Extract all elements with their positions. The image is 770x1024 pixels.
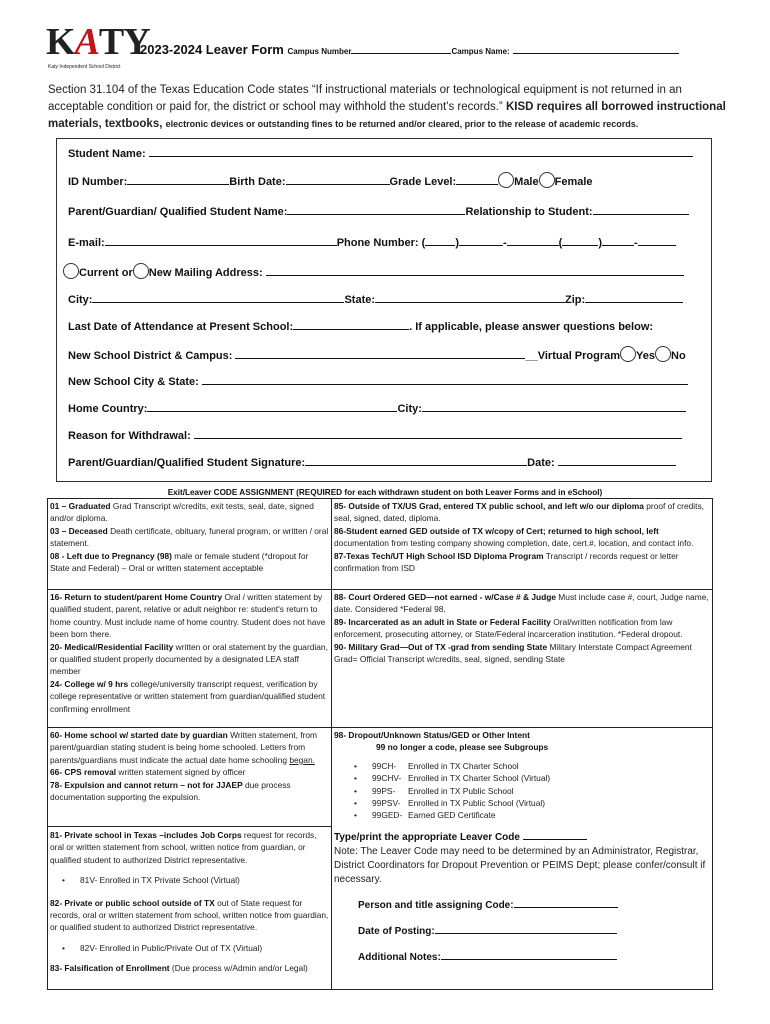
code-98-subtitle: 99 no longer a code, please see Subgroups: [376, 742, 549, 753]
parent-name-label: Parent/Guardian/ Qualified Student Name:: [68, 206, 288, 218]
id-number-field[interactable]: [127, 174, 229, 185]
code-82v: • 82V- Enrolled in Public/Private Out of TX (Virtual): [50, 942, 330, 954]
relationship-label: Relationship to Student:: [465, 206, 593, 218]
yes-label: Yes: [636, 350, 656, 362]
new-city-state-row: [68, 374, 688, 388]
code-83-title: 83- Falsification of Enrollment: [50, 963, 170, 974]
campus-name-field[interactable]: [513, 53, 679, 54]
current-or-label: Current or: [79, 267, 133, 279]
reason-label: Reason for Withdrawal:: [68, 430, 191, 442]
phone-paren: ): [455, 237, 459, 249]
new-district-row: [68, 346, 686, 362]
person-title-label: Person and title assigning Code:: [358, 900, 514, 911]
female-radio[interactable]: [539, 172, 555, 188]
parent-row: [68, 204, 689, 218]
virtual-program-label: __Virtual Program: [525, 350, 621, 362]
student-info-box: [56, 138, 712, 482]
no-label: No: [671, 350, 686, 362]
code-78-title: 78- Expulsion and cannot return – not for JJAEP: [50, 779, 243, 790]
phone-label: Phone Number: (: [336, 237, 426, 249]
new-district-field[interactable]: [235, 348, 525, 359]
code-60-desc: Written statement, from parent/guardian stating student is being home schooled. Letters from parents/guardians must indicate the actual date home schooling: [50, 730, 317, 765]
student-name-row: [68, 146, 693, 160]
email-label: E-mail:: [68, 237, 105, 249]
logo-subtitle: Katy Independent School District: [48, 64, 121, 70]
code-16-title: 16- Return to student/parent Home Country: [50, 592, 223, 602]
code-90-title: 90- Military Grad—Out of TX -grad from sending State: [334, 641, 548, 652]
person-title-field[interactable]: [514, 897, 618, 908]
cell-codes-60-66-78: [50, 729, 330, 825]
zip-label: Zip:: [565, 294, 586, 306]
last-date-label: Last Date of Attendance at Present School:: [68, 321, 294, 333]
parent-name-field[interactable]: [287, 204, 465, 215]
cell-codes-88-89-90: [334, 591, 710, 725]
code-81v: • 81V- Enrolled in TX Private School (Virtual): [50, 874, 330, 886]
male-label: Male: [514, 176, 539, 188]
signature-date-label: Date:: [527, 457, 555, 469]
signature-label: Parent/Guardian/Qualified Student Signature:: [68, 457, 306, 469]
code-08-title: 08 - Left due to Pregnancy (98): [50, 550, 172, 561]
code-88-desc: Must include case #, court, Judge name, date. Considered *Federal 98.: [334, 592, 709, 615]
new-city-state-label: New School City & State:: [68, 376, 199, 388]
cell-leaver-code-assignment: [334, 829, 710, 987]
form-title-row: [140, 42, 679, 57]
code-87-title: 87-Texas Tech/UT High School ISD Diploma Program: [334, 550, 544, 561]
code-98-title: 98- Dropout/Unknown Status/GED or Other Intent: [334, 730, 530, 740]
phone-dash: -: [502, 237, 507, 249]
email-field[interactable]: [105, 235, 337, 246]
code-85-title: 85- Outside of TX/US Grad, entered TX public school, and left w/o our diploma: [334, 501, 644, 511]
student-name-field[interactable]: [149, 146, 693, 157]
date-posting-label: Date of Posting:: [358, 926, 435, 937]
grade-level-field[interactable]: [456, 174, 498, 185]
current-address-radio[interactable]: [63, 263, 79, 279]
subgroup-item: • 99CH- Enrolled in TX Charter School: [334, 760, 710, 772]
virtual-no-radio[interactable]: [655, 346, 671, 362]
intro-text: Section 31.104 of the Texas Education Code states “If instructional materials or technological equipment is not returned in an acceptable condition or paid for, the district or school may withhold the student's records.”: [48, 84, 682, 113]
subgroup-item: • 99PSV- Enrolled in TX Public School (Virtual): [334, 797, 710, 809]
grade-level-label: Grade Level:: [389, 176, 457, 188]
phone2-paren-close: ): [598, 237, 602, 249]
zip-field[interactable]: [585, 292, 683, 303]
if-applicable-label: . If applicable, please answer questions below:: [409, 321, 654, 333]
code-24-desc: college/university transcript request, verification by college representative or written statement from guardian/qualified student confirming enrollment: [50, 678, 326, 714]
code-88-title: 88- Court Ordered GED—not earned: [334, 592, 478, 602]
code-86-title: 86-Student earned GED outside of TX w/copy of Cert; returned to high school, left: [334, 525, 659, 536]
code-16-desc: Oral / written statement by qualified student, parent, relative or adult neighbor re: student's return to home country. Must include name of home country. Student does not have been born there.: [50, 592, 326, 640]
student-name-label: Student Name:: [68, 148, 146, 160]
code-08-desc: male or female student (*dropout for State and Federal) – Oral or written statement acceptable: [50, 550, 309, 574]
code-81-title: 81- Private school in Texas –includes Job Corps: [50, 830, 242, 840]
phone-area-field[interactable]: [425, 235, 455, 246]
id-number-label: ID Number:: [68, 176, 128, 188]
home-country-row: [68, 401, 686, 415]
home-country-label: Home Country:: [68, 403, 148, 415]
relationship-field[interactable]: [593, 204, 689, 215]
katy-isd-logo: [46, 21, 150, 74]
code-87-desc: Transcript / records request or letter confirmation from ISD: [334, 550, 679, 574]
code-66-title: 66- CPS removal: [50, 767, 117, 778]
city-row: [68, 292, 683, 306]
codes-heading: Exit/Leaver CODE ASSIGNMENT (REQUIRED for each withdrawn student on both Leaver Forms and in eSchool): [167, 488, 603, 497]
campus-number-label: Campus Number: [287, 47, 352, 56]
virtual-yes-radio[interactable]: [620, 346, 636, 362]
phone2-dash: -: [634, 237, 638, 249]
code-81-desc: request for records, oral or written statement from school, written notice from guardian, or qualified student to authorized District representative.: [50, 830, 317, 865]
phone2-prefix-field[interactable]: [602, 235, 634, 246]
code-83-desc: (Due process w/Admin and/or Legal): [169, 963, 308, 974]
cell-code-98-subgroups: [334, 729, 710, 825]
code-82-title: 82- Private or public school outside of TX: [50, 897, 215, 908]
cell-codes-16-20-24: [50, 591, 330, 725]
additional-notes-label: Additional Notes:: [358, 952, 441, 963]
code-24-title: 24- College w/ 9 hrs: [50, 678, 129, 689]
new-mailing-label: New Mailing Address:: [148, 267, 263, 279]
female-label: Female: [554, 176, 593, 188]
campus-name-label: Campus Name:: [451, 47, 510, 56]
code-85-desc: proof of credits, seal, signed, dated, diploma.: [334, 501, 704, 524]
new-city-state-field[interactable]: [202, 374, 688, 385]
code-20-title: 20- Medical/Residential Facility: [50, 641, 174, 652]
code-66-desc: written statement signed by officer: [116, 767, 246, 778]
city-field[interactable]: [92, 292, 344, 303]
mailing-row: [63, 263, 684, 279]
code-82-desc: out of State request for records, oral or written statement from school, written notice from guardian, or qualified student to authorized District representative.: [50, 897, 329, 933]
code-20-desc: written or oral statement by the guardian, or qualified student properly documented by a designated LEA staff member: [50, 641, 328, 677]
code-60-underline: began.: [289, 754, 315, 765]
intro-bold: KISD requires all borrowed instructional materials, textbooks,: [48, 101, 726, 130]
reason-field[interactable]: [194, 428, 682, 439]
last-date-row: [68, 319, 653, 333]
code-90-desc: Military Interstate Compact Agreement Grad= Official Transcript w/credits, seal, signed, sending State: [334, 641, 692, 665]
code-88-title-2: - w/Case # & Judge: [477, 592, 556, 602]
leaver-code-note: Note: The Leaver Code may need to be determined by an Administrator, Registrar, District Coordinators for Dropout Prevention or PEIMS Dept; please confer/consult if necessary.: [334, 846, 706, 885]
signature-field[interactable]: [305, 455, 527, 466]
subgroup-item: • 99PS- Enrolled in TX Public School: [334, 785, 710, 797]
code-89-desc: Oral/written notification from law enforcement, prosecuting attorney, or State/Federal incarceration institution. *Federal dropout.: [334, 616, 683, 640]
code-01-desc: Grad Transcript w/credits, exit tests, seal, date, signed and/or diploma.: [50, 501, 314, 524]
subgroup-item: • 99CHV- Enrolled in TX Charter School (Virtual): [334, 772, 710, 784]
home-country-field[interactable]: [147, 401, 397, 412]
state-field[interactable]: [375, 292, 565, 303]
reason-row: [68, 428, 682, 442]
date-posting-field[interactable]: [435, 923, 617, 934]
leaver-code-field[interactable]: [523, 829, 587, 840]
table-divider-1: [48, 589, 712, 590]
intro-bold-small: electronic devices or outstanding fines to be returned and/or cleared, prior to the release of academic records.: [165, 119, 639, 129]
state-label: State:: [344, 294, 376, 306]
table-divider-vertical: [331, 499, 332, 989]
code-01-title: 01 – Graduated: [50, 501, 111, 511]
new-district-label: New School District & Campus:: [68, 350, 233, 362]
code-60-title: 60- Home school w/ started date by guardian: [50, 730, 228, 740]
phone2-line-field[interactable]: [638, 235, 676, 246]
intro-paragraph: [48, 82, 728, 133]
mailing-address-field[interactable]: [266, 265, 684, 276]
birth-date-label: Birth Date:: [229, 176, 286, 188]
type-print-label: Type/print the appropriate Leaver Code: [334, 832, 520, 843]
id-row: [68, 172, 593, 188]
signature-row: [68, 455, 676, 469]
new-address-radio[interactable]: [133, 263, 149, 279]
last-date-field[interactable]: [293, 319, 409, 330]
code-89-title: 89- Incarcerated as an adult in State or Federal Facility: [334, 616, 551, 627]
table-divider-2: [48, 727, 712, 728]
home-city-field[interactable]: [422, 401, 686, 412]
phone-prefix-field[interactable]: [459, 235, 503, 246]
additional-notes-field[interactable]: [441, 949, 617, 960]
subgroup-item: • 99GED- Earned GED Certificate: [334, 809, 710, 821]
code-03-title: 03 – Deceased: [50, 525, 108, 536]
male-radio[interactable]: [498, 172, 514, 188]
cell-codes-85-86-87: [334, 500, 710, 588]
code-78-desc: due process documentation supporting the expulsion.: [50, 779, 291, 803]
signature-date-field[interactable]: [558, 455, 676, 466]
city-label: City:: [68, 294, 93, 306]
email-row: [68, 235, 676, 249]
additional-notes-field-2[interactable]: [358, 977, 616, 987]
code-03-desc: Death certificate, obituary, funeral program, or written / oral statement.: [50, 525, 329, 549]
codes-table: [47, 498, 713, 990]
cell-codes-81-82-83: [50, 829, 330, 987]
birth-date-field[interactable]: [286, 174, 390, 185]
cell-codes-01-03-08: [50, 500, 330, 588]
phone2-area-field[interactable]: [562, 235, 598, 246]
campus-number-field[interactable]: [351, 53, 451, 54]
logo-wordmark: KATY: [46, 21, 150, 63]
form-title: 2023-2024 Leaver Form: [140, 42, 284, 57]
home-city-label: City:: [397, 403, 422, 415]
code-86-desc: documentation from testing company showing completion, date, cert.#, location, and contact info.: [334, 538, 694, 549]
table-divider-3: [48, 826, 331, 827]
phone-line-field[interactable]: [507, 235, 559, 246]
phone2-paren-open: (: [558, 237, 563, 249]
